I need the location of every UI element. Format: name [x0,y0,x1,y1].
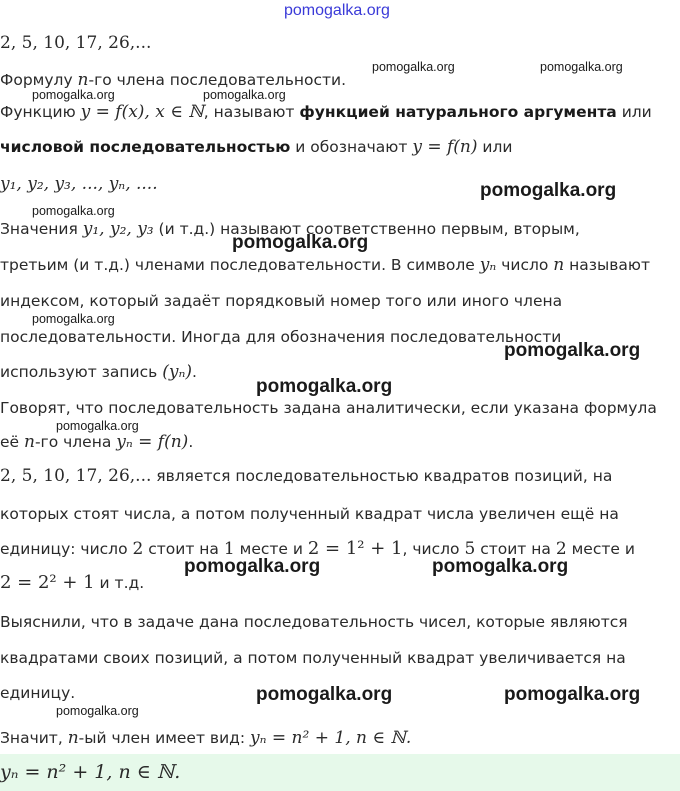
paragraph-formula: Формулу n-го члена последовательности. [0,70,346,90]
paragraph-nth-term: её n-го члена yₙ = f(n). [0,432,194,452]
watermark: pomogalka.org [256,684,393,705]
watermark: pomogalka.org [432,556,569,577]
paragraph-conclusion-end: единицу. [0,684,76,702]
paragraph-example-cont: 2 = 2² + 1 и т.д. [0,572,145,593]
watermark: pomogalka.org [32,312,115,326]
term-natural-argument: функцией натурального аргумента [299,103,617,121]
paragraph-squares-cont: которых стоят числа, а потом полученный квадрат числа увеличен ещё на [0,505,619,523]
watermark: pomogalka.org [504,340,641,361]
watermark: pomogalka.org [32,204,115,218]
watermark: pomogalka.org [504,684,641,705]
watermark-top: pomogalka.org [284,2,390,19]
watermark: pomogalka.org [372,60,455,74]
paragraph-conclusion: Выяснили, что в задаче дана последовательность чисел, которые являются [0,613,628,631]
watermark: pomogalka.org [56,419,139,433]
answer-box [0,754,680,791]
watermark: pomogalka.org [480,180,617,201]
answer-formula: yₙ = n² + 1, n ∈ ℕ. [0,761,181,783]
paragraph-analytic: Говорят, что последовательность задана аналитически, если указана формула [0,399,657,417]
watermark: pomogalka.org [203,88,286,102]
paragraph-notation: последовательности. Иногда для обозначения последовательности [0,328,562,346]
paragraph-example: единицу: число 2 стоит на 1 месте и 2 = 1² + 1, число 5 стоит на 2 месте и [0,538,635,559]
watermark: pomogalka.org [32,88,115,102]
term-numeric-sequence: числовой последовательностью [0,138,291,156]
watermark: pomogalka.org [184,556,321,577]
sequence: 2, 5, 10, 17, 26,... [0,33,152,53]
sequence-line [0,32,151,54]
paragraph-record: используют запись (yₙ). [0,362,197,382]
paragraph-values: Значения y₁, y₂, y₃ (и т.д.) называют соответственно первым, вторым, [0,219,580,239]
paragraph-result: Значит, n-ый член имеет вид: yₙ = n² + 1, n ∈ ℕ. [0,728,412,748]
watermark: pomogalka.org [256,376,393,397]
paragraph-squares: 2, 5, 10, 17, 26,... является последовательностью квадратов позиций, на [0,466,613,486]
paragraph-members: третьим (и т.д.) членами последовательности. В символе yₙ число n называют [0,255,650,275]
watermark: pomogalka.org [232,232,369,253]
paragraph-index: индексом, который задаёт порядковый номер того или иного члена [0,292,563,310]
sequence-notation: y₁, y₂, y₃, ..., yₙ, .... [0,174,158,194]
paragraph-function: Функцию y = f(x), x ∈ ℕ, называют функцией натурального аргумента или [0,102,652,122]
watermark: pomogalka.org [56,704,139,718]
paragraph-sequence-def: числовой последовательностью и обозначают y = f(n) или [0,137,513,157]
paragraph-conclusion-cont: квадратами своих позиций, а потом полученный квадрат увеличивается на [0,649,626,667]
watermark: pomogalka.org [540,60,623,74]
